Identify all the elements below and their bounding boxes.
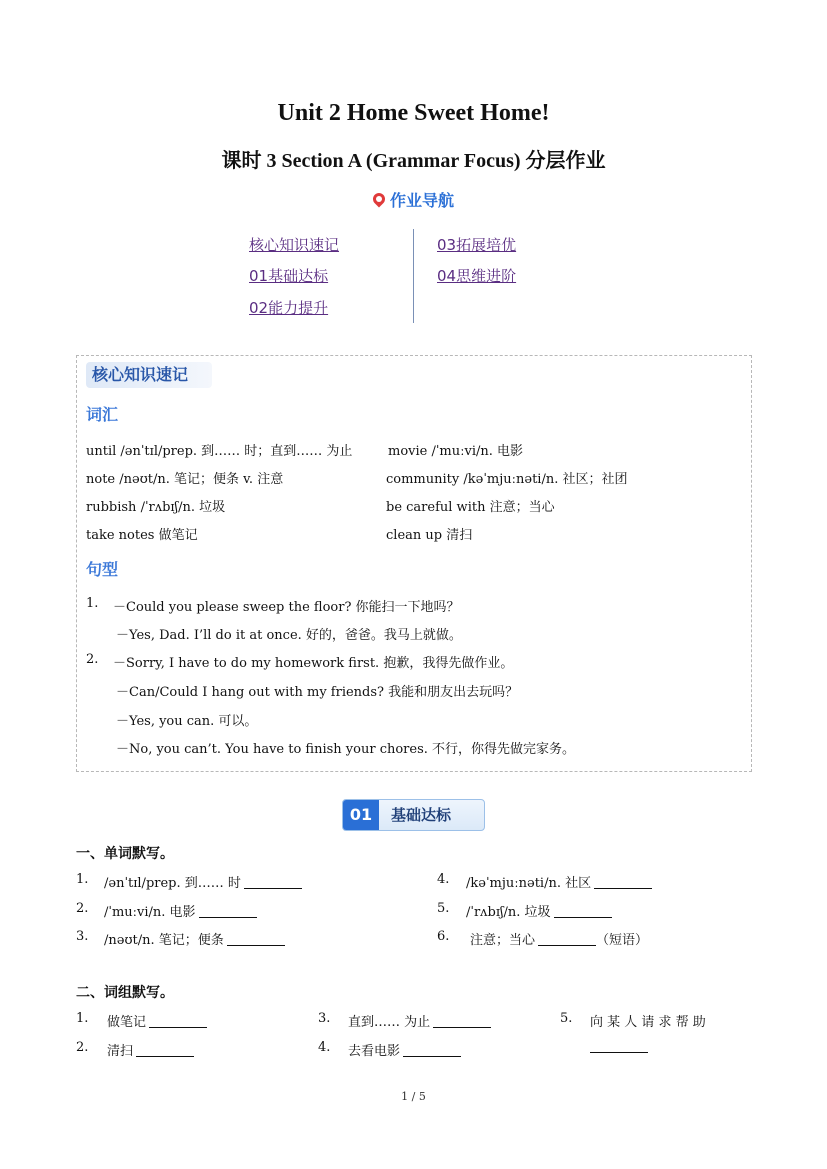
sentence-number: 2. xyxy=(86,652,99,667)
question-number: 1. xyxy=(76,872,89,887)
question-text: /ˈrʌbɪʃ/n. 垃圾 xyxy=(466,905,551,920)
badge-label: 基础达标 xyxy=(391,806,452,824)
nav-divider xyxy=(413,229,414,323)
question-number: 6. xyxy=(437,929,450,944)
sentence-number: 1. xyxy=(86,596,99,611)
answer-blank[interactable] xyxy=(433,1015,491,1028)
core-knowledge-title: 核心知识速记 xyxy=(86,362,212,388)
vocab-item: be careful with 注意；当心 xyxy=(386,500,555,515)
question-number: 5. xyxy=(560,1011,573,1026)
question-item xyxy=(104,929,285,948)
answer-blank[interactable] xyxy=(136,1044,194,1057)
section-badge-01 xyxy=(342,799,485,831)
question-number: 3. xyxy=(76,929,89,944)
question-text: /ˈmuːvi/n. 电影 xyxy=(104,905,196,920)
question-number: 2. xyxy=(76,1040,89,1055)
nav-heading-label: 作业导航 xyxy=(389,191,454,210)
vocab-item: community /kəˈmjuːnəti/n. 社区；社团 xyxy=(386,472,628,487)
nav-link-02[interactable]: 02能力提升 xyxy=(249,299,329,317)
vocab-item: rubbish /ˈrʌbɪʃ/n. 垃圾 xyxy=(86,500,226,515)
question-text: 去看电影 xyxy=(348,1044,401,1059)
answer-blank[interactable] xyxy=(149,1015,207,1028)
question-text: 直到…… 为止 xyxy=(348,1015,431,1030)
page-number: 1 / 5 xyxy=(401,1090,426,1103)
question-number: 3. xyxy=(318,1011,331,1026)
question-item xyxy=(466,901,612,920)
badge-number: 01 xyxy=(343,800,379,830)
sentence-line: －Could you please sweep the floor? 你能扫一下地吗？ xyxy=(113,600,460,615)
part1-title: 一、单词默写。 xyxy=(76,846,174,862)
sentence-heading: 句型 xyxy=(86,560,119,579)
question-text: 向 某 人 请 求 帮 助 xyxy=(590,1015,706,1030)
vocab-item: note /nəʊt/n. 笔记；便条 v. 注意 xyxy=(86,472,284,487)
vocab-item: take notes 做笔记 xyxy=(86,528,198,543)
question-item xyxy=(107,1040,194,1059)
question-number: 1. xyxy=(76,1011,89,1026)
sentence-line: －Yes, you can. 可以。 xyxy=(116,714,258,729)
answer-blank[interactable] xyxy=(554,905,612,918)
page-subtitle: 课时 3 Section A (Grammar Focus) 分层作业 xyxy=(221,150,606,172)
nav-heading xyxy=(0,188,827,211)
question-item xyxy=(587,1040,648,1055)
question-number: 2. xyxy=(76,901,89,916)
sentence-line: －Yes, Dad. I’ll do it at once. 好的，爸爸。我马上就做。 xyxy=(116,628,462,643)
vocab-item: movie /ˈmuːvi/n. 电影 xyxy=(388,444,524,459)
answer-blank[interactable] xyxy=(590,1040,648,1053)
sentence-line: －Sorry, I have to do my homework first. 抱歉，我得先做作业。 xyxy=(113,656,514,671)
answer-blank[interactable] xyxy=(594,876,652,889)
question-number: 4. xyxy=(437,872,450,887)
question-item xyxy=(104,901,257,920)
nav-link-04[interactable]: 04思维进阶 xyxy=(437,267,517,285)
sentence-line: －Can/Could I hang out with my friends? 我能和朋友出去玩吗？ xyxy=(116,685,519,700)
question-text: 清扫 xyxy=(107,1044,134,1059)
question-item xyxy=(107,1011,207,1030)
nav-link-01[interactable]: 01基础达标 xyxy=(249,267,329,285)
answer-blank[interactable] xyxy=(244,876,302,889)
question-suffix: （短语） xyxy=(596,933,649,948)
question-item xyxy=(104,872,302,891)
question-item xyxy=(470,929,648,948)
answer-blank[interactable] xyxy=(227,933,285,946)
question-item xyxy=(348,1011,491,1030)
question-item xyxy=(348,1040,461,1059)
page-title: Unit 2 Home Sweet Home! xyxy=(277,100,550,126)
vocab-item: clean up 清扫 xyxy=(386,528,473,543)
answer-blank[interactable] xyxy=(538,933,596,946)
part2-title: 二、词组默写。 xyxy=(76,985,174,1001)
question-text: /nəʊt/n. 笔记；便条 xyxy=(104,933,224,948)
question-number: 4. xyxy=(318,1040,331,1055)
answer-blank[interactable] xyxy=(403,1044,461,1057)
vocab-item: until /ənˈtɪl/prep. 到…… 时；直到…… 为止 xyxy=(86,444,353,459)
sentence-line: －No, you can’t. You have to finish your chores. 不行，你得先做完家务。 xyxy=(116,742,576,757)
answer-blank[interactable] xyxy=(199,905,257,918)
location-pin-icon xyxy=(370,191,387,208)
question-item xyxy=(466,872,652,891)
vocab-heading: 词汇 xyxy=(86,405,119,424)
nav-link-core[interactable]: 核心知识速记 xyxy=(249,236,340,254)
question-text: /kəˈmjuːnəti/n. 社区 xyxy=(466,876,592,891)
question-number: 5. xyxy=(437,901,450,916)
question-text: /ənˈtɪl/prep. 到…… 时 xyxy=(104,876,241,891)
nav-link-03[interactable]: 03拓展培优 xyxy=(437,236,517,254)
question-text: 注意；当心 xyxy=(470,933,536,948)
question-text: 做笔记 xyxy=(107,1015,147,1030)
